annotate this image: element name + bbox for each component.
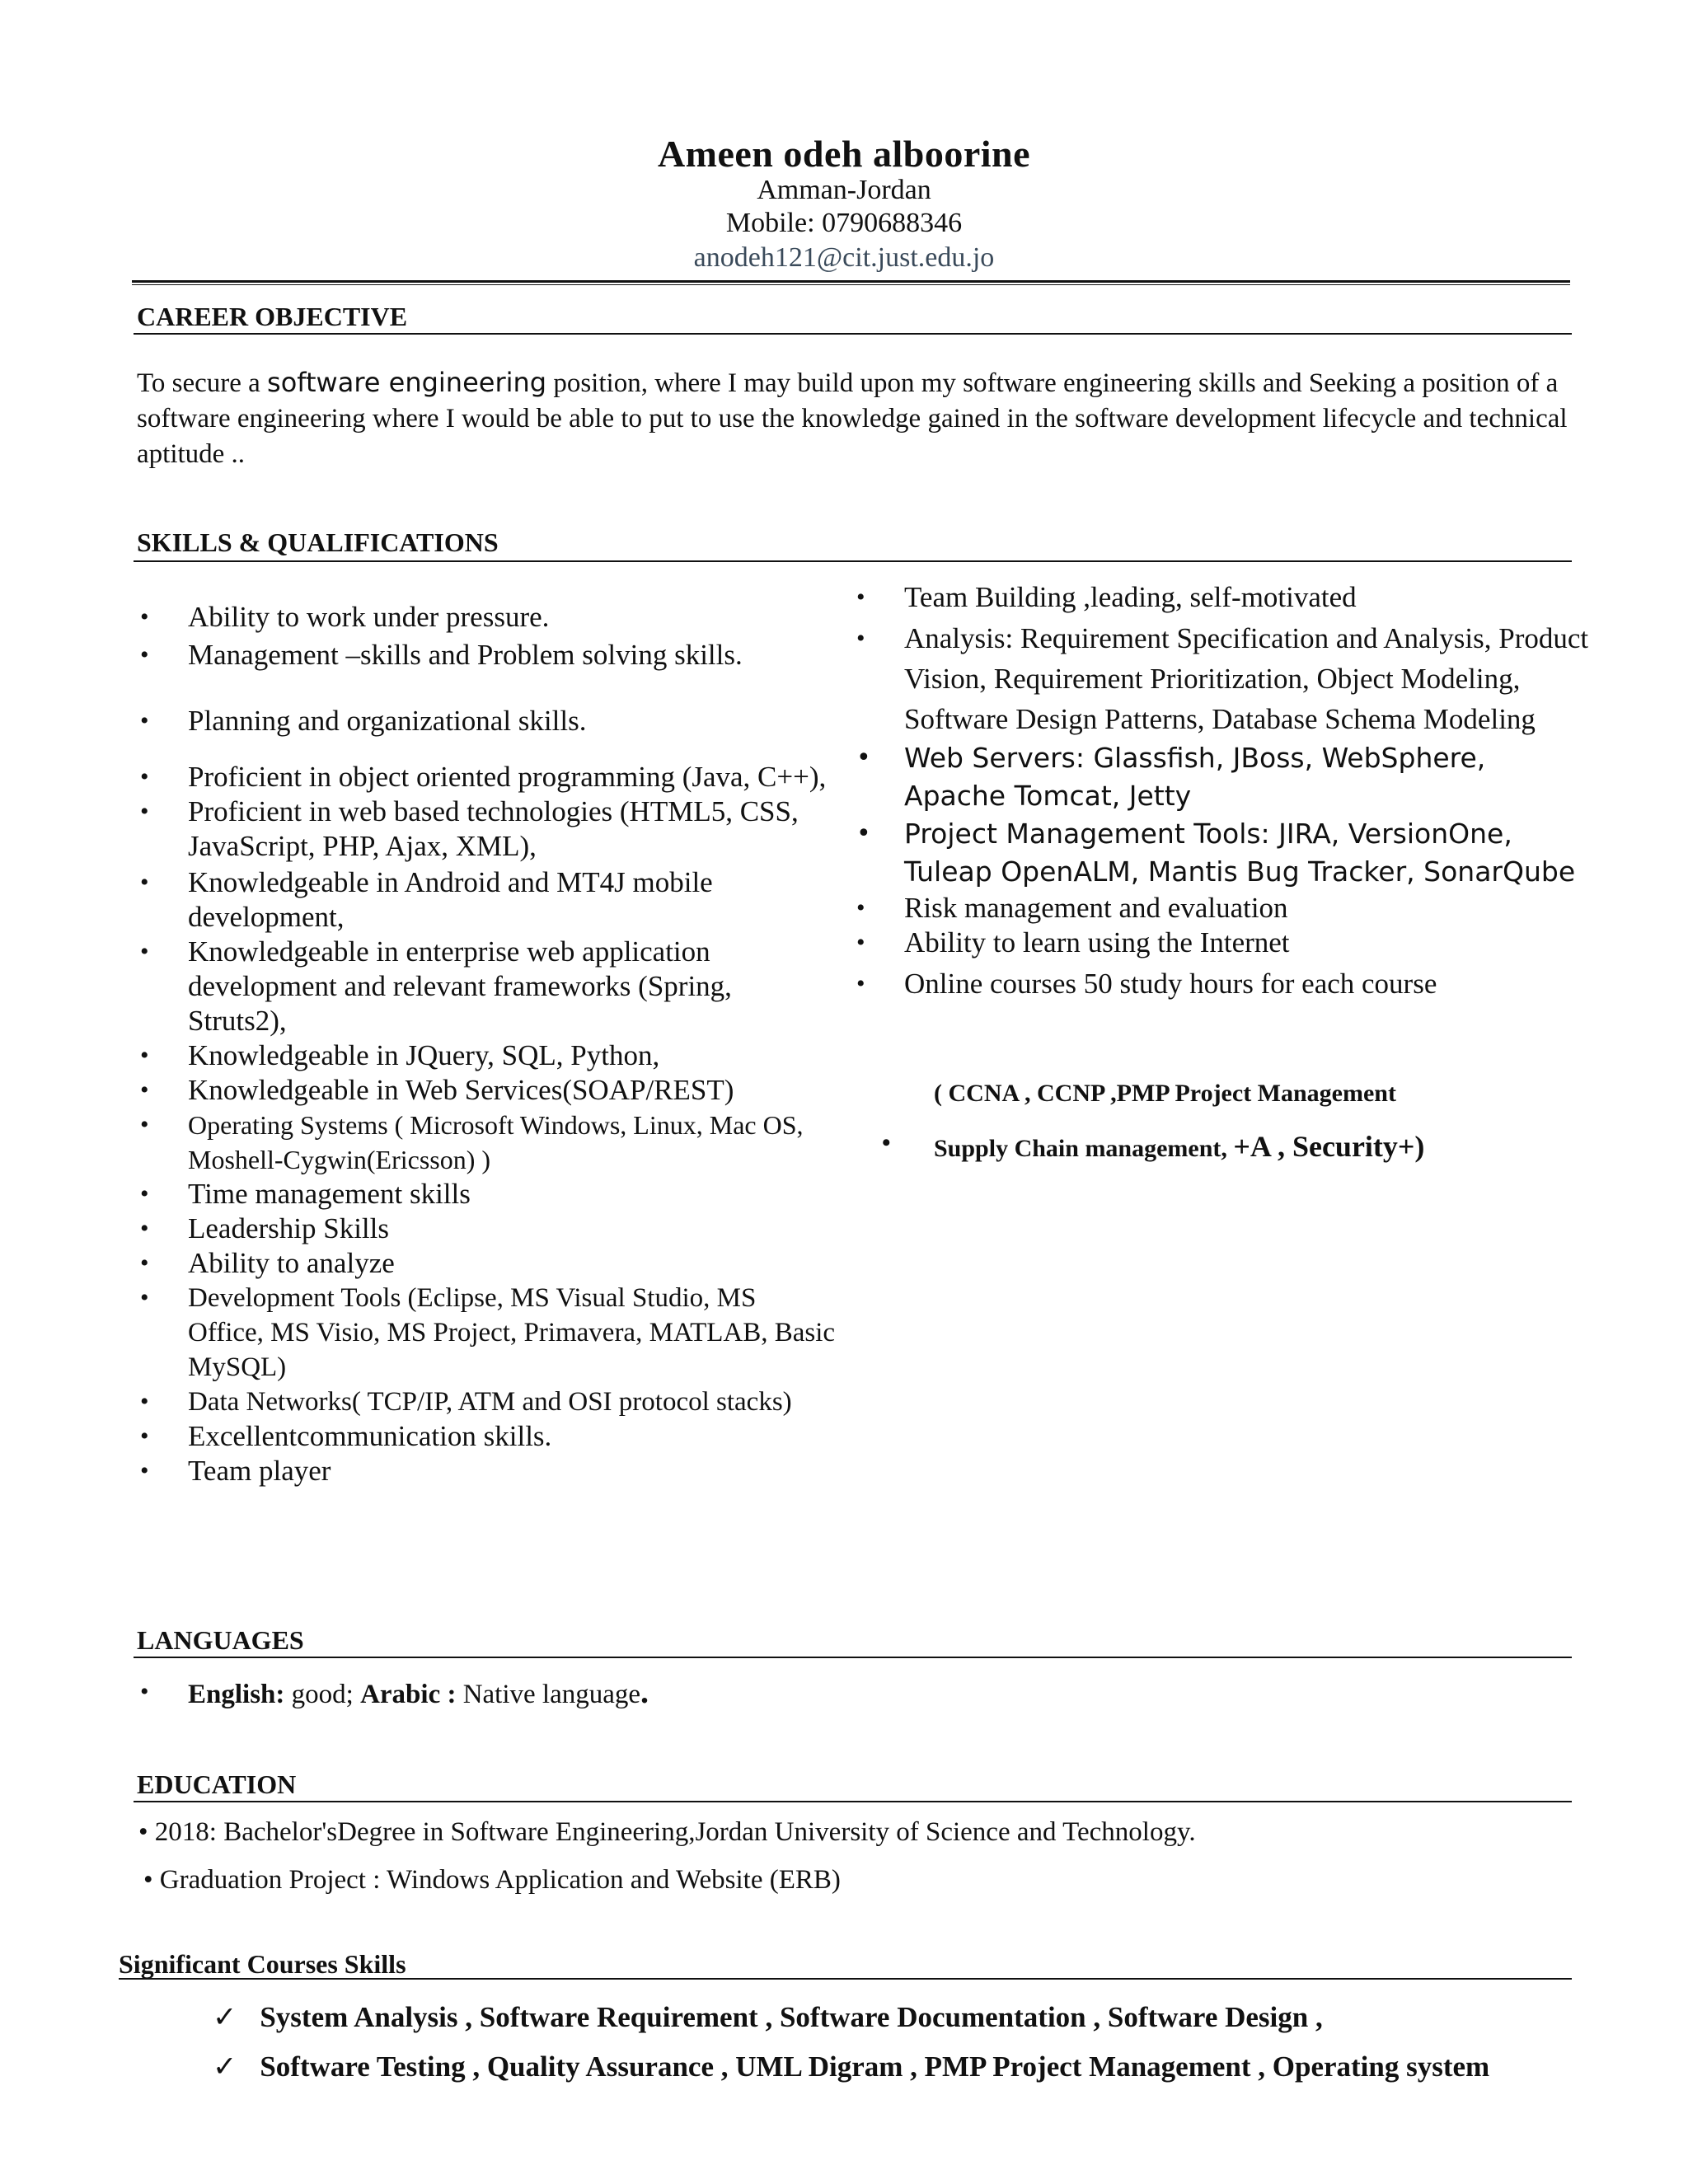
list-item: • Knowledgeable in Android and MT4J mobile development, <box>140 866 713 933</box>
languages-rule <box>134 1657 1572 1658</box>
candidate-email: anodeh121@cit.just.edu.jo <box>693 242 995 273</box>
courses-rule <box>119 1978 1572 1980</box>
candidate-mobile: Mobile: 0790688346 <box>725 208 963 238</box>
courses-line-2: ✓ Software Testing , Quality Assurance , UML Digram , PMP Project Management , Operating system <box>213 2050 1490 2083</box>
languages-list <box>137 1675 1538 1712</box>
skills-heading: SKILLS & QUALIFICATIONS <box>137 527 499 557</box>
checkmark-icon: ✓ <box>213 2050 237 2083</box>
education-heading: EDUCATION <box>137 1769 297 1799</box>
list-item: • Ability to learn using the Internet <box>856 926 1290 958</box>
list-item: • Knowledgeable in JQuery, SQL, Python, <box>140 1039 660 1071</box>
skills-rule <box>134 560 1572 562</box>
career-objective-rule <box>134 333 1572 335</box>
list-item: • Excellentcommunication skills. <box>140 1420 552 1452</box>
languages-heading: LANGUAGES <box>137 1625 304 1655</box>
certifications-line-2: • Supply Chain management, +A , Security+) <box>882 1129 1425 1163</box>
list-item: • Time management skills <box>140 1178 471 1210</box>
list-item: • Leadership Skills <box>140 1212 389 1244</box>
courses-line-1: ✓ System Analysis , Software Requirement , Software Documentation , Software Design , <box>213 2001 1323 2034</box>
list-item: • English: good; Arabic : Native language. <box>140 1673 649 1710</box>
list-item: • Data Networks( TCP/IP, ATM and OSI protocol stacks) <box>140 1387 792 1417</box>
checkmark-icon: ✓ <box>213 2001 237 2034</box>
list-item: • Knowledgeable in enterprise web application development and relevant frameworks (Spring, Struts2), <box>140 935 732 1037</box>
list-item: • Team player <box>140 1455 331 1487</box>
header-divider <box>132 280 1570 285</box>
list-item: • Ability to work under pressure. <box>140 601 550 633</box>
list-item: • Knowledgeable in Web Services(SOAP/REST) <box>140 1074 734 1106</box>
certifications-line: ( CCNA , CCNP ,PMP Project Management <box>934 1080 1396 1107</box>
list-item: • Web Servers: Glassfish, JBoss, WebSphere, Apache Tomcat, Jetty <box>856 742 1486 812</box>
skills-left-list <box>137 600 837 1488</box>
career-objective-text: To secure a software engineering position, where I may build upon my software engineering skills and Seeking a position of a software engineering where I would be able to put to use the knowledge gained in the software development lifecycle and technical aptitude .. <box>137 367 1568 469</box>
education-project: • Graduation Project : Windows Application and Website (ERB) <box>143 1865 841 1895</box>
list-item: • Development Tools (Eclipse, MS Visual Studio, MS Office, MS Visio, MS Project, Primavera, MATLAB, Basic MySQL) <box>140 1283 836 1382</box>
list-item: • Planning and organizational skills. <box>140 705 587 737</box>
skills-right-list <box>853 577 1595 1001</box>
list-item: • Ability to analyze <box>140 1247 395 1279</box>
courses-heading: Significant Courses Skills <box>119 1949 406 1979</box>
education-degree: • 2018: Bachelor'sDegree in Software Engineering,Jordan University of Science and Technology. <box>138 1817 1196 1847</box>
candidate-name: Ameen odeh alboorine <box>657 133 1031 175</box>
list-item: • Proficient in web based technologies (HTML5, CSS, JavaScript, PHP, Ajax, XML), <box>140 795 799 862</box>
list-item: • Operating Systems ( Microsoft Windows, Linux, Mac OS, Moshell-Cygwin(Ericsson) ) <box>140 1110 804 1174</box>
list-item: • Team Building ,leading, self-motivated <box>856 581 1357 613</box>
list-item: • Analysis: Requirement Specification and Analysis, Product Vision, Requirement Prioritization, Object Modeling, Software Design Patterns, Database Schema Modeling <box>856 622 1589 735</box>
list-item: • Online courses 50 study hours for each course <box>856 968 1437 1000</box>
education-rule <box>134 1801 1572 1802</box>
list-item: • Proficient in object oriented programming (Java, C++), <box>140 761 827 793</box>
list-item: • Risk management and evaluation <box>856 892 1288 924</box>
candidate-location: Amman-Jordan <box>757 175 931 205</box>
list-item: • Management –skills and Problem solving skills. <box>140 639 743 671</box>
bullet-icon: • <box>882 1129 891 1156</box>
list-item: • Project Management Tools: JIRA, VersionOne, Tuleap OpenALM, Mantis Bug Tracker, SonarQube <box>856 818 1576 888</box>
career-objective-heading: CAREER OBJECTIVE <box>137 302 408 331</box>
